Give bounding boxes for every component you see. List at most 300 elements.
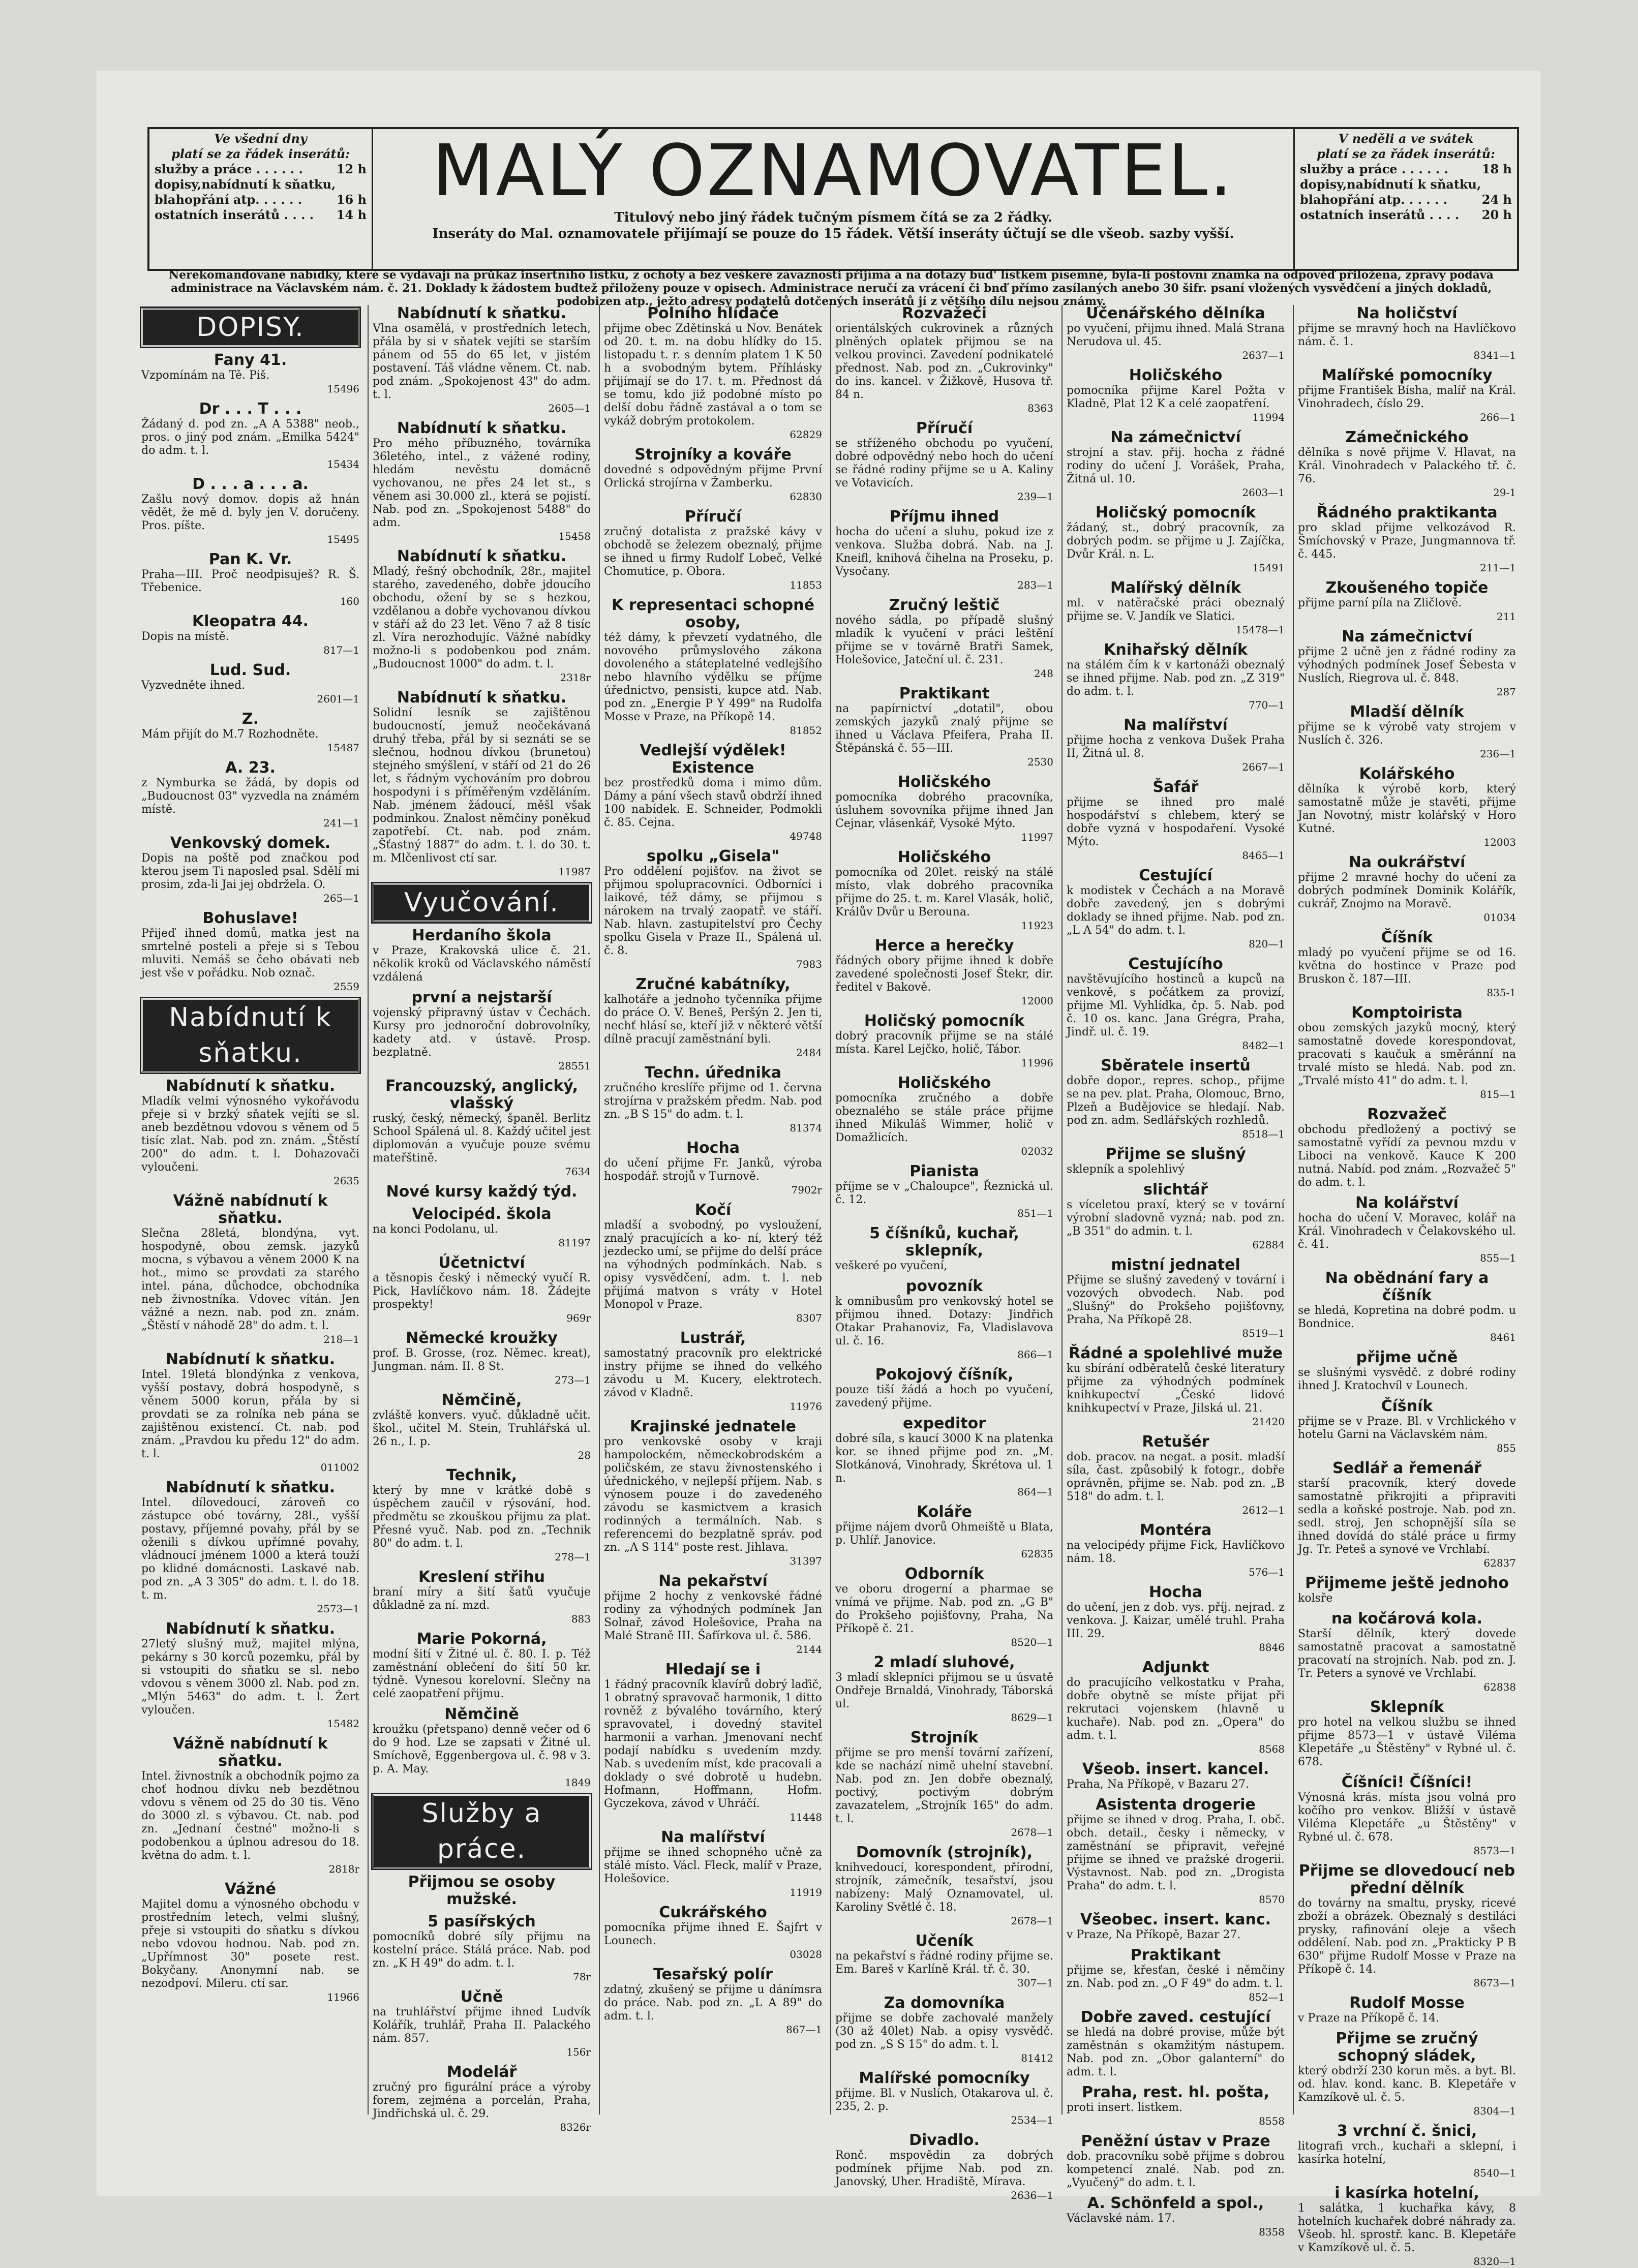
classified-ad: [373, 1874, 591, 1908]
classified-ad: [1067, 2084, 1285, 2128]
ad-code: 2636—1: [1011, 2189, 1053, 2201]
ad-text: Přijme se slušný zavedený v tovární i vozových obvodech. Nab. pod „Slušný" do Prokšeho pojišťovny, Praha, Na Příkopě 28.: [1067, 1274, 1285, 1326]
ad-list: [373, 927, 591, 1789]
classified-ad: [141, 910, 359, 993]
ad-text: Praha—III. Proč neodpisuješ? R. Š. Třebenice.: [141, 568, 359, 594]
ad-heading: spolku „Gisela": [647, 847, 779, 865]
ad-code: 02032: [1021, 1145, 1053, 1157]
ad-text: Mám přijít do M.7 Rozhodněte.: [141, 728, 319, 741]
ad-code: 2573—1: [317, 1603, 359, 1615]
ad-text: Výnosná krás. místa jsou volná pro kočího pro venkov. Bližší v ústavě Viléma Klepetáře „u Štěstěny" v Rybné ul. č. 678.: [1298, 1791, 1516, 1844]
ad-heading: Nabídnutí k sňatku.: [165, 1351, 336, 1368]
ad-heading: Učeník: [915, 1932, 974, 1950]
classified-ad: [373, 548, 591, 684]
ad-heading: Polního hlídače: [647, 304, 779, 322]
ad-code: 11987: [558, 866, 591, 878]
ad-code: 8307: [796, 1312, 822, 1324]
classified-ad: [835, 1933, 1053, 1989]
classified-ad: [141, 401, 359, 471]
classified-ad: [1067, 956, 1285, 1052]
ad-code: 2530: [1027, 756, 1053, 768]
ad-code: 7634: [565, 1166, 591, 1178]
ad-heading: Vážné: [225, 1880, 276, 1898]
classified-ad: [1067, 1761, 1285, 1791]
section-banner-snatek: Nabídnutí k sňatku.: [141, 998, 359, 1072]
classified-ad: [835, 1844, 1053, 1927]
classified-ad: [1067, 1911, 1285, 1942]
ad-code: 8846: [1259, 1641, 1285, 1653]
ad-heading: Hocha: [686, 1139, 740, 1157]
classified-ad: [141, 1735, 359, 1876]
ad-code: 8520—1: [1011, 1636, 1053, 1648]
ad-text: se hledá na dobré provise, může být zaměstnán s okamžitým nástupem. Nab. pod zn. „Obor galanterní" do adm. t. l.: [1067, 2026, 1285, 2078]
ad-text: 27letý slušný muž, majitel mlýna, pekárny s 30 korců pozemku, přál by si vstoupiti do sňatku se sl. nebo vdovou s věnem 3000 zl. Nab. pod zn. „Mlýn 5463" do adm. t. l. Žert vyloučen.: [141, 1638, 359, 1717]
holiday-rates-box: [1293, 129, 1517, 269]
ad-code: 8570: [1259, 1893, 1285, 1906]
ad-heading: Všeob. insert. kancel.: [1082, 1760, 1269, 1778]
ad-text: přijme se, křesťan, české i němčiny zn. Nab. pod zn. „O F 49" do adm. t. l.: [1067, 1964, 1285, 1990]
classified-ad: [1067, 1947, 1285, 2004]
ad-code: 218—1: [323, 1333, 359, 1345]
ad-text: Dopis na poště pod značkou pod kterou jsem Ti naposled psal. Sdělí mi prosim, zda-li Jai jej obdržela. O.: [141, 852, 359, 891]
ad-text: přijme se pro menší tovární zařízení, kde se nachází nimě uhelní stavební. Nab. pod zn. Jen dobře obeznalý, poctivý, poctivým dobrým zavazatelem, „Strojník 165" do adm. t. l.: [835, 1746, 1053, 1825]
ad-heading: Fany 41.: [214, 351, 287, 369]
classified-ad: [1067, 504, 1285, 574]
rate-row: dopisy,nabídnutí k sňatku,: [155, 177, 336, 192]
classified-ad: [1298, 2123, 1516, 2180]
classified-ad: [604, 446, 822, 503]
classified-ad: [604, 1064, 822, 1135]
ad-code: 864—1: [1017, 1486, 1053, 1498]
classified-ad: [373, 1330, 591, 1387]
classified-ad: [1298, 305, 1516, 362]
ad-code: 1849: [565, 1776, 591, 1789]
ad-heading: Učenářského dělníka: [1086, 304, 1265, 322]
ad-code: 2635: [333, 1175, 359, 1187]
ad-code: 11448: [790, 1811, 822, 1823]
ad-code: 248: [1034, 667, 1053, 680]
classified-ad: [373, 2064, 591, 2134]
classified-ad: [373, 420, 591, 543]
classified-ad: [1298, 1862, 1516, 1989]
classified-ad: [835, 1415, 1053, 1498]
classified-ad: [141, 1620, 359, 1730]
ad-heading: Řádné a spolehlivé muže: [1069, 1344, 1283, 1362]
ad-text: sklepník a spolehlivý: [1067, 1163, 1185, 1176]
masthead: [373, 129, 1293, 269]
ad-text: Vzpomínám na Tě. Piš.: [141, 369, 270, 382]
classified-ad: [373, 1706, 591, 1789]
classified-ad: [1067, 1345, 1285, 1428]
ad-heading: 5 pasířských: [428, 1913, 536, 1930]
ad-heading: Kleopatra 44.: [192, 612, 309, 630]
ad-code: 273—1: [555, 1374, 591, 1386]
classified-ad: [141, 551, 359, 608]
ad-heading: Zručný leštič: [889, 596, 1000, 614]
ad-code: 815—1: [1480, 1088, 1516, 1100]
ad-text: dob. pracovníku sobě přijme s dobrou kompetencí znalé. Nab. pod zn. „Vyučený" do adm. t. l.: [1067, 2150, 1285, 2189]
column-4: [830, 304, 1057, 2201]
classified-ad: [835, 1504, 1053, 1560]
ad-text: dělníka k výrobě korb, který samostatně může je stavěti, přijme Jan Novotný, mistr kolářský v Horo Kutné.: [1298, 783, 1516, 835]
ad-heading: 5 číšníků, kuchař, sklepník,: [869, 1224, 1019, 1260]
classified-ad: [1298, 703, 1516, 760]
ad-code: 03028: [790, 1948, 822, 1960]
ad-heading: Rudolf Mosse: [1349, 1994, 1465, 2012]
ad-heading: Nabídnutí k sňatku.: [397, 547, 567, 565]
ad-code: 31397: [790, 1555, 822, 1567]
classified-ad: [1298, 504, 1516, 574]
ad-text: přijme hocha z venkova Dušek Praha II, Žitná ul. 8.: [1067, 734, 1285, 760]
ad-text: příjme se v „Chaloupce", Řeznická ul. č. 12.: [835, 1180, 1053, 1206]
ad-code: 2612—1: [1242, 1504, 1285, 1516]
classified-ad: [141, 711, 359, 754]
classified-ad: [141, 662, 359, 706]
classified-ad: [1067, 717, 1285, 774]
ad-text: modní šití v Žitné ul. č. 80. I. p. Též zaměstnání oblečení do šití 50 kr. týdně. Vynesou korelovní. Slečny na celé zaopatření přijmu.: [373, 1648, 591, 1700]
ad-heading: Hledají se i: [665, 1661, 761, 1678]
classified-ad: [1067, 2195, 1285, 2239]
classified-ad: [604, 1140, 822, 1197]
ad-heading: Přijme se dlovedoucí neb přední dělník: [1298, 1862, 1515, 1897]
ad-heading: Přijme se zručný schopný sládek,: [1336, 2030, 1478, 2065]
ad-heading: Číšník: [1381, 929, 1433, 946]
ad-text: dob. pracov. na negat. a posit. mladší síla, čast. způsobilý k fotogr., dobře oprávněn, přijme se. Nab. pod zn. „B 518" do adm. t. l.: [1067, 1451, 1285, 1503]
ad-heading: Na oukrářství: [1348, 853, 1466, 871]
classified-ad: [373, 305, 591, 415]
classified-ad: [1067, 1057, 1285, 1141]
ad-heading: Číšníci! Číšníci!: [1341, 1773, 1473, 1791]
ad-text: zručný pro figurální práce a výroby forem, zejména a porcelán, Praha, Jindřichská ul. č. 29.: [373, 2081, 591, 2120]
classified-ad: [1067, 779, 1285, 862]
classified-ad: [373, 1183, 591, 1201]
ad-text: Majitel domu a výnosného obchodu v prostředním letech, velmi slušný, přeje si vstoupiti do sňatku s dívkou nebo vdovou hodnou. Nab. pod zn. „Upřímnost 30" posete rest. Bokyčany. Anonymní nab. se nezodpoví. Mileru. ctí sar.: [141, 1898, 359, 1990]
ad-heading: Asistenta drogerie: [1096, 1796, 1256, 1814]
ad-heading: Na pekařství: [658, 1572, 768, 1590]
ad-heading: Přijmou se osoby mužské.: [408, 1873, 556, 1908]
classified-ad: [1298, 1460, 1516, 1570]
ad-text: do učení přijme Fr. Janků, výroba hospodář. strojů v Turnově.: [604, 1157, 822, 1183]
ad-heading: Na malířství: [1124, 716, 1228, 734]
ad-heading: Holičský pomocník: [1095, 504, 1256, 522]
ad-heading: Cestující: [1139, 867, 1212, 884]
ad-code: 8341—1: [1473, 349, 1516, 361]
ad-list: [1298, 305, 1516, 2268]
ad-code: 852—1: [1249, 1991, 1285, 2003]
ad-code: 8465—1: [1242, 849, 1285, 862]
classified-ad: [604, 1418, 822, 1568]
ad-heading: Malířský dělník: [1110, 579, 1241, 597]
ad-text: starší pracovník, který dovede samostatně přikrojiti a připraviti sedla a koňské postroje. Nab. pod zn. sedl. stroj, Jen schopnější síla se ihned dovídá do stálé práce u firmy Jg. Tr. Peteš a synové ve Vrchlabí.: [1298, 1477, 1516, 1556]
ad-code: 156r: [566, 2046, 591, 2058]
ad-text: Mladý, řešný obchodník, 28r., majitel starého, zavedeného, dobře jdoucího obchodu, ožení by se s hezkou, vzdělanou a dobře vychovanou dívkou v stáří až do 23 let. Věno 7 až 8 tisíc zl. Víra nerozhodujíc. Vážné nabídky možno-li s podobenkou pod znám. „Budoucnost 1000" do adm. t. l.: [373, 565, 591, 670]
ad-text: pomocníka přijme Karel Požta v Kladně, Plat 12 K a celé zaopatření.: [1067, 384, 1285, 410]
ad-heading: Koláře: [917, 1503, 972, 1521]
ad-text: mladší a svobodný, po vysloužení, znalý pracujících a ko- ní, který též jezdecko umí, se přijme do delší práce na výhodných podmínkách. Nab. s opisy vysvědčení, adm. t. l. neb přijímá matvon s vráty v Hotel Monopol v Praze.: [604, 1219, 822, 1311]
page-title: MALÝ OZNAMOVATEL.: [432, 130, 1234, 212]
ad-text: Přijeď ihned domů, matka jest na smrtelné posteli a přeje si s Tebou mluviti. Nemáš se čeho obávati neb jest vše v pořádku. Nob označ.: [141, 927, 359, 979]
classified-ad: [835, 1995, 1053, 2065]
ad-text: hocha do učení V. Moravec, kolář na Král. Vinohradech v Čelakovského ul. č. 41.: [1298, 1212, 1516, 1251]
ad-text: Intel. 19letá blondýnka z venkova, vyšší postavy, dobrá hospodyně, s věnem 5000 korun, přála by si provdati se za rolníka neb pána se zajištěnou existencí. Ct. nab. pod znám. „Pravdou ku předu 12" do adm. t. l.: [141, 1368, 359, 1460]
ad-text: pomocníka dobrého pracovníka, úsluhem sovovníka přijme ihned Jan Cejnar, vlásenkář, Vysoké Mýto.: [835, 791, 1053, 830]
ad-code: 011002: [320, 1461, 359, 1474]
ad-text: zvláště konvers. vyuč. důkladně učit. škol., učitel M. Stein, Truhlářská ul. 26 n., I. p.: [373, 1409, 591, 1448]
classified-ad: [1067, 429, 1285, 499]
classified-ad: [1298, 429, 1516, 499]
classified-ad: [373, 927, 591, 984]
ad-heading: Montéra: [1139, 1521, 1212, 1539]
ad-code: 820—1: [1249, 938, 1285, 950]
ad-text: zručného kreslíře přijme od 1. června strojírna v pražském předm. Nab. pod zn. „B S 15" do adm. t. l.: [604, 1082, 822, 1121]
ad-heading: Na malířství: [661, 1828, 765, 1846]
ad-code: 01034: [1483, 911, 1516, 924]
ad-heading: Marie Pokorná,: [416, 1630, 547, 1648]
ad-list: [141, 1078, 359, 2004]
ad-code: 11997: [1021, 831, 1053, 843]
ad-heading: Na zámečnictví: [1342, 628, 1472, 646]
ad-heading: Na holičství: [1356, 304, 1458, 322]
classified-ad: [141, 835, 359, 905]
ad-code: 8573—1: [1473, 1845, 1516, 1857]
ad-text: dobré síla, s kaucí 3000 K na platenka kor. se ihned přijme pod zn. „M. Slotkánová, Vinohrady, Škrétova ul. 1 n.: [835, 1432, 1053, 1485]
ad-code: 15458: [558, 530, 591, 542]
ad-text: ml. v natěračské práci obeznalý přijme se. V. Jandík ve Slatici.: [1067, 597, 1285, 623]
classified-ad: [1067, 305, 1285, 362]
ad-text: a těsnopis český i německý vyučí R. Pick, Havlíčkovo nám. 18. Žádejte prospekty!: [373, 1272, 591, 1311]
classified-ad: [835, 2132, 1053, 2202]
classified-ad: [835, 1654, 1053, 1724]
classified-ad: [1298, 628, 1516, 698]
ad-heading: Holičského: [1129, 366, 1223, 384]
ad-code: 8673—1: [1473, 1977, 1516, 1989]
holiday-rates-subtitle: platí se za řádek inserátů:: [1317, 146, 1495, 161]
ad-text: kalhotáře a jednoho tyčenníka přijme do práce O. V. Beneš, Peršýn 2. Jen ti, nechť hlásí se, kteří již v některé větší dílně pracují zaměstnání byli.: [604, 993, 822, 1046]
ad-heading: Za domovníka: [884, 1994, 1005, 2012]
ad-text: dělníka s nově přijme V. Hlavat, na Král. Vinohradech v Palackého tř. č. 76.: [1298, 446, 1516, 485]
classified-ad: [604, 597, 822, 737]
ad-heading: Modelář: [446, 2063, 517, 2081]
section-banner-dopisy: DOPISY.: [141, 308, 359, 347]
ad-heading: Dobře zaved. cestující: [1080, 2008, 1271, 2026]
ad-heading: Vážně nabídnutí k sňatku.: [173, 1192, 328, 1227]
ad-text: Václavské nám. 17.: [1067, 2212, 1175, 2225]
ad-heading: Praha, rest. hl. pošta,: [1081, 2083, 1270, 2101]
ad-code: 576—1: [1249, 1566, 1285, 1578]
ad-code: 11853: [790, 579, 822, 591]
ad-text: přijme František Bísha, malíř na Král. Vinohradech, číslo 29.: [1298, 384, 1516, 410]
classified-ad: [604, 1829, 822, 1899]
ad-heading: Nabídnutí k sňatku.: [397, 304, 567, 322]
classified-ad: [1067, 1659, 1285, 1756]
classified-ad: [1298, 1699, 1516, 1769]
ad-heading: Herce a herečky: [874, 937, 1014, 955]
ad-list: [141, 352, 359, 993]
ad-text: s víceletou praxí, který se v tovární výrobní sladovně vyzná; nab. pod zn. „B 351" do admin. t. l.: [1067, 1199, 1285, 1238]
ad-text: na velocipédy přijme Fick, Havlíčkovo nám. 18.: [1067, 1539, 1285, 1565]
ad-heading: 2 mladí sluhové,: [873, 1653, 1015, 1671]
ad-text: pro venkovské osoby v kraji hampolockém, německobrodském a poličském, ze stavu živnostenského i úřednického, v nejlepší příjem. Nab. s výnosem pouze i do zavedeného závodu se kasmictvem a krasich rodinných a termálních. Nab. s referencemi do bezplatně správ. pod zn. „A S 114" poste rest. Jihlava.: [604, 1435, 822, 1554]
ad-code: 8363: [1027, 402, 1053, 414]
ad-code: 8558: [1259, 2115, 1285, 2127]
ad-heading: K representaci schopné osoby,: [612, 596, 814, 631]
ad-text: obchodu předložený a poctivý se samostatně vyřídí za pevnou mzdu v Liboci na venkově. Kauce K 200 nutná. Nabíd. pod znám. „Rozvažeč 5" do adm. t. l.: [1298, 1123, 1516, 1189]
classified-ad: [373, 1078, 591, 1178]
classified-ad: [835, 1225, 1053, 1273]
classified-ad: [835, 1163, 1053, 1220]
ad-code: 78r: [572, 1971, 591, 1983]
ad-heading: Peněžní ústav v Praze: [1081, 2132, 1270, 2150]
ad-text: řádných obory přijme ihned k dobře zavedené společnosti Josef Štekr, dir. ředitel v Bakově.: [835, 955, 1053, 994]
ad-text: 3 mladí sklepníci přijmou se u úsvatě Ondřeje Brnaldá, Vinohrady, Táborská ul.: [835, 1671, 1053, 1710]
ad-text: nového sádla, po případě slušný mladík k vyučení v práci leštění přijme se v továrně Bratři Samek, Holešovice, Jateční ul. č. 231.: [835, 614, 1053, 666]
ad-heading: Lud. Sud.: [209, 661, 291, 679]
ad-text: dobře dopor., repres. schop., přijme se na pev. plat. Praha, Olomouc, Brno, Plzeň a Budějovice se hledají. Nab. pod zn. adm. Sedlářských rozhledů.: [1067, 1075, 1285, 1127]
section-banner-sluzby: Služby a práce.: [373, 1794, 591, 1868]
ad-code: 883: [571, 1613, 591, 1625]
ad-text: na pekařství s řádné rodiny přijme se. Em. Bareš v Karlíně Král. tř. č. 30.: [835, 1950, 1053, 1976]
ad-code: 12003: [1483, 836, 1516, 848]
classified-ad: [604, 1661, 822, 1824]
ad-heading: Krajinské jednatele: [629, 1418, 797, 1435]
ad-code: 15496: [327, 383, 359, 395]
ad-text: litografi vrch., kuchaři a sklepní, i kasírka hotelní,: [1298, 2140, 1516, 2166]
classified-ad: [835, 849, 1053, 932]
ad-code: 11966: [327, 1991, 359, 2003]
ad-text: Zašlu nový domov. dopis až hnán vědět, že mě d. byly jen V. doručeny. Pros. píšte.: [141, 493, 359, 532]
column-2: [368, 304, 595, 2133]
ad-code: 817—1: [323, 644, 359, 656]
ad-code: 867—1: [786, 2024, 822, 2036]
ad-code: 265—1: [323, 892, 359, 904]
classified-ad: [835, 420, 1053, 503]
ad-text: přijme se mravný hoch na Havlíčkovo nám. č. 1.: [1298, 322, 1516, 348]
classified-ad: [1067, 1146, 1285, 1176]
ad-heading: Praktikant: [1130, 1946, 1221, 1964]
ad-text: do továrny na smaltu, prysky, ricevé zboží a obrázek. Obeznalý s destiláci prysky, rafinování oleje a všech oddělení. Nab. pod zn. „Prakticky P B 630" přijme Rudolf Mosse v Praze na Příkopě č. 14.: [1298, 1897, 1516, 1976]
ad-code: 15482: [327, 1718, 359, 1730]
classified-ad: [141, 613, 359, 657]
ad-heading: Holičského: [897, 1074, 991, 1092]
ad-text: obou zemských jazyků mocný, který samostatně dovede korespondovat, pracovati s kaučuk a směránní na trvalé místo se hledá. Nab. pod zn. „Trvalé místo 41" do adm. t. l.: [1298, 1022, 1516, 1087]
ad-heading: D . . . a . . . a.: [192, 475, 309, 493]
ad-text: přijme se dobře zachovalé manžely (30 až 40let) Nab. a opisy vysvědč. pod zn. „S S 15" do adm. t. l.: [835, 2012, 1053, 2051]
ad-heading: Řádného praktikanta: [1316, 504, 1498, 522]
ad-text: na stálém čím k v kartonáži obeznalý se ihned přijme. Nab. pod zn. „Z 319" do adm. t. l.: [1067, 659, 1285, 698]
ad-text: dobrý pracovník přijme se na stálé místa. Karel Lejčko, holič, Tábor.: [835, 1030, 1053, 1056]
classified-ad: [1298, 1004, 1516, 1101]
holiday-rates-title: V neděli a ve svátek: [1338, 131, 1474, 146]
ad-heading: Příručí: [916, 419, 973, 437]
classified-ad: [1298, 854, 1516, 924]
column-5: [1061, 304, 1289, 2238]
ad-text: v Praze, Krakovská ulice č. 21. několik kroků od Václavského náměstí vzdálená: [373, 944, 591, 984]
ad-code: 49748: [790, 830, 822, 842]
ad-code: 266—1: [1480, 411, 1516, 423]
ad-text: Dopis na místě.: [141, 630, 229, 643]
ad-code: 211: [1496, 610, 1516, 623]
ad-code: 236—1: [1480, 748, 1516, 760]
classified-ad: [604, 742, 822, 843]
ad-text: Vyzvedněte ihned.: [141, 679, 246, 692]
ad-heading: na kočárová kola.: [1331, 1610, 1483, 1628]
ad-heading: i kasírka hotelní,: [1334, 2184, 1479, 2202]
ad-text: hocha do učení a sluhu, pokud ize z venkova. Služba dobrá. Nab. na J. Kneifl, knihová čihelna na Proseku, p. Vysočany.: [835, 526, 1053, 578]
ad-heading: Nabídnutí k sňatku.: [165, 1479, 336, 1496]
ad-text: přijme nájem dvorů Ohmeiště u Blata, p. Uhlíř. Janovice.: [835, 1521, 1053, 1547]
ad-heading: Nabídnutí k sňatku.: [165, 1077, 336, 1095]
ad-code: 835-1: [1487, 987, 1516, 999]
classified-ad: [604, 1904, 822, 1961]
ad-code: 29-1: [1493, 486, 1516, 499]
classified-ad: [835, 597, 1053, 680]
masthead-subtitle-1: Titulový nebo jiný řádek tučným písmem čítá se za 2 řádky.: [614, 210, 1052, 225]
ad-heading: Němčině,: [441, 1391, 522, 1409]
ad-text: přijme se ihned pro malé hospodářství s chlebem, který se dobře vyzná v hospodaření. Vysoké Mýto.: [1067, 796, 1285, 848]
ad-text: pro sklad přijme velkozávod R. Šmíchovský v Praze, Jungmannova tř. č. 445.: [1298, 522, 1516, 561]
ad-text: mladý po vyučení přijme se od 16. května do hostince v Praze pod Bruskon č. 187—III.: [1298, 946, 1516, 986]
ad-text: bez prostředků doma i mimo dům. Dámy a pání všech stavů obdrží ihned 100 nabídek. E. Schneider, Podmokli č. 85. Cejna.: [604, 777, 822, 829]
ad-code: 21420: [1252, 1416, 1285, 1428]
classified-ad: [373, 1988, 591, 2059]
ad-heading: Domovník (strojník),: [856, 1844, 1033, 1861]
ad-heading: Sklepník: [1370, 1698, 1444, 1716]
classified-ad: [1067, 1256, 1285, 1340]
ad-text: Praha, Na Příkopě, v Bazaru 27.: [1067, 1778, 1250, 1791]
ad-text: zručný dotalista z pražské kávy v obchodě se železem obeznalý, přijme se ihned u firmy Rudolf Lobeč, Velké Chomutice, p. Obora.: [604, 526, 822, 578]
ad-heading: Vedlejší výdělek! Existence: [640, 742, 786, 777]
ad-heading: Herdaního škola: [412, 927, 552, 944]
ad-heading: expeditor: [902, 1415, 986, 1432]
ad-list: [604, 305, 822, 2036]
ad-code: 866—1: [1017, 1348, 1053, 1361]
ad-text: z Nymburka se žádá, by dopis od „Budoucnost 03" vyzvedla na známém místě.: [141, 777, 359, 816]
ad-code: 2678—1: [1011, 1826, 1053, 1838]
classified-ad: [835, 1366, 1053, 1410]
classified-ad: [1067, 1584, 1285, 1654]
ad-text: přijme 2 učně jen z řádné rodiny za výhodných podmínek Josef Šebesta v Nuslích, Riegrova ul. č. 848.: [1298, 646, 1516, 685]
classified-ad: [835, 1013, 1053, 1069]
ad-text: proti insert. listkem.: [1067, 2101, 1182, 2114]
ad-text: 1 salátka, 1 kuchařka kávy, 8 hotelních kuchařek dobré náhrady za. Všeob. hl. sprostř. kanc. B. Klepetáře v Kamzíkově ul. č. 5.: [1298, 2202, 1516, 2254]
ad-text: pomocníka zručného a dobře obeznalého se stále práce přijme ihned Mikuláš Wimmer, holič v Domažlicích.: [835, 1092, 1053, 1144]
ad-code: 2559: [333, 980, 359, 993]
ad-code: 15487: [327, 742, 359, 754]
ad-text: po vyučení, přijmu ihned. Malá Strana Nerudova ul. 45.: [1067, 322, 1285, 348]
ad-heading: Techn. úřednika: [645, 1064, 781, 1082]
ad-text: braní míry a šití šatů vyučuje důkladně za ní. mzd.: [373, 1586, 591, 1612]
ad-heading: povozník: [905, 1277, 983, 1295]
classified-ad: [1067, 2133, 1285, 2190]
classified-ad: [835, 508, 1053, 592]
ad-code: 15495: [327, 533, 359, 545]
ad-text: orientálských cukrovinek a různých plněných oplatek přijmou se na velkou provinci. Zavedení podnikatelé přednost. Nab. pod zn. „Cukrovinky" do ins. kancel. v Žižkově, Husova tř. 84 n.: [835, 322, 1053, 401]
ad-heading: Zkoušeného topiče: [1325, 579, 1489, 597]
ad-heading: mistní jednatel: [1111, 1256, 1240, 1274]
classified-ad: [1298, 1398, 1516, 1455]
ad-text: Starší dělník, který dovede samostatně pracovat a samostatně pracovatí na strojních. Nab. pod zn. J. Tr. Peters a synové ve Vrchlabí.: [1298, 1628, 1516, 1680]
classified-ad: [835, 2070, 1053, 2127]
ad-text: přijme parní píla na Zličlově.: [1298, 597, 1462, 609]
ad-text: zdatný, zkušený se přijme u dánímsra do práce. Nab. pod zn. „L A 89" do adm. t. l.: [604, 1983, 822, 2022]
ad-code: 11976: [790, 1400, 822, 1413]
ad-code: 969r: [566, 1312, 591, 1324]
classified-header: [147, 127, 1519, 271]
ad-code: 81374: [790, 1122, 822, 1134]
ad-code: 2678—1: [1011, 1915, 1053, 1927]
ad-list: [835, 305, 1053, 2202]
ad-code: 2818r: [328, 1863, 359, 1875]
